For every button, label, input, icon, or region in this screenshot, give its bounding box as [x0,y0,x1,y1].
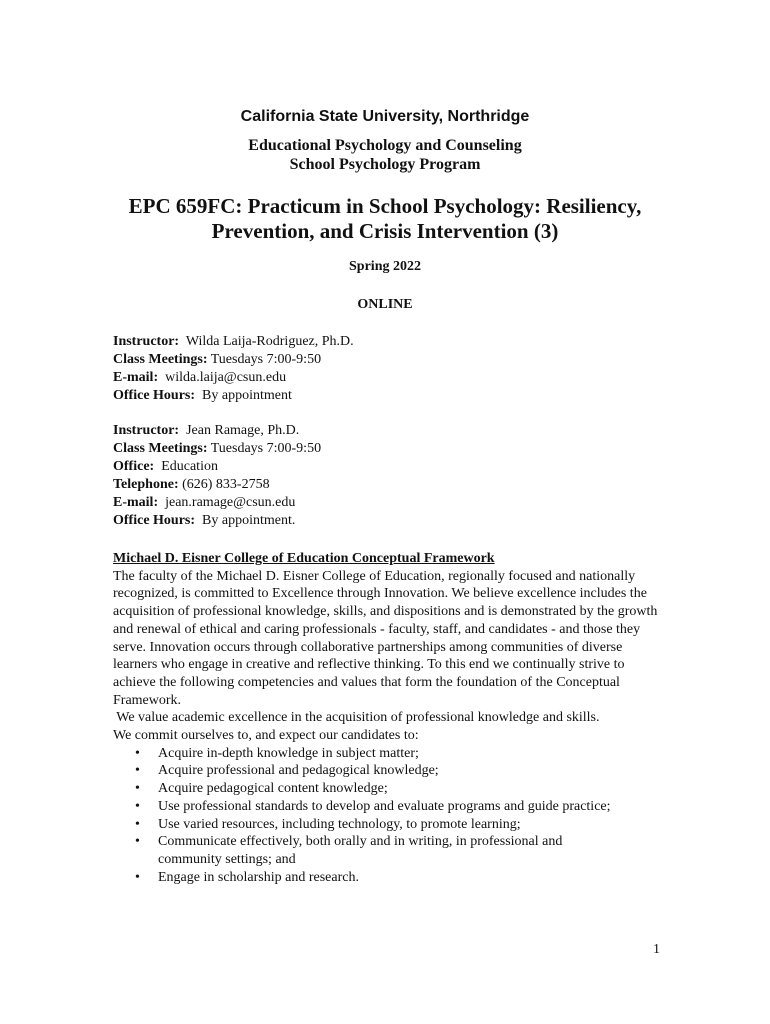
department-name: Educational Psychology and Counseling [248,137,522,154]
telephone-label: Telephone: [113,477,179,492]
instructor-label: Instructor: [113,423,180,438]
office-label: Office: [113,459,155,474]
office-hours-label: Office Hours: [113,513,196,528]
delivery-mode: ONLINE [357,297,413,312]
meetings-label: Class Meetings: [113,441,208,456]
bullet-icon: • [135,745,140,761]
university-name: California State University, Northridge [240,108,530,125]
course-title-line-1: EPC 659FC: Practicum in School Psychology: Resiliency, [128,194,642,218]
bullet-icon: • [135,763,140,779]
telephone-value: (626) 833-2758 [182,477,270,492]
instructor-2-office-row [113,458,673,476]
conceptual-framework-section [113,550,658,886]
instructor-2-meetings-row [113,440,673,458]
list-item: • Engage in scholarship and research. [135,869,359,885]
commitment-line: We commit ourselves to, and expect our candidates to: [113,728,419,744]
office-hours-value: By appointment [202,388,292,403]
instructor-2-email-row [113,494,673,512]
instructor-2-info [113,422,673,530]
instructor-2-phone-row [113,476,673,494]
meetings-label: Class Meetings: [113,352,208,367]
bullet-icon: • [135,781,140,797]
email-label: E-mail: [113,370,159,385]
bullet-icon: • [135,869,140,885]
list-item: • Acquire pedagogical content knowledge; [135,781,388,797]
bullet-icon: • [135,816,140,832]
competency-list [113,745,658,887]
values-line: We value academic excellence in the acquisition of professional knowledge and skills. [113,710,600,726]
email-link[interactable]: wilda.laija@csun.edu [165,370,287,385]
instructor-name: Jean Ramage, Ph.D. [186,423,300,438]
course-title-line-2: Prevention, and Crisis Intervention (3) [211,219,559,243]
instructor-1-info [113,333,673,405]
instructor-2-name-row [113,422,673,440]
framework-paragraph: The faculty of the Michael D. Eisner College of Education, regionally focused and nationally recognized, is committed to Excellence through Innovation. We believe excellence includes the acquisition of professional knowledge, skills, and dispositions and is demonstrated by the growth and renewal of ethical and caring professionals - faculty, staff, and candidates - and those they serve. Innovation occurs through collaborative partnerships among communities of diverse learners who engage in creative and reflective thinking. To this end we continually strive to achieve the following competencies and values that form the foundation of the Conceptual Framework. [113,568,658,708]
page-number: 1 [653,942,660,957]
section-heading: Michael D. Eisner College of Education Conceptual Framework [113,551,495,566]
office-value: Education [161,459,218,474]
list-item: • Communicate effectively, both orally and in writing, in professional and community settings; and [135,834,563,867]
meetings-value: Tuesdays 7:00-9:50 [210,441,322,456]
department-block [0,136,770,174]
term: Spring 2022 [349,259,421,274]
office-hours-value: By appointment. [202,513,296,528]
list-item: • Acquire in-depth knowledge in subject matter; [135,745,419,761]
list-item: • Use varied resources, including technology, to promote learning; [135,816,521,832]
list-item: • Use professional standards to develop and evaluate programs and guide practice; [135,798,611,814]
instructor-1-email-row [113,369,673,387]
instructor-2-hours-row [113,512,673,530]
meetings-value: Tuesdays 7:00-9:50 [210,352,322,367]
office-hours-label: Office Hours: [113,388,196,403]
list-item: • Acquire professional and pedagogical knowledge; [135,763,439,779]
instructor-label: Instructor: [113,334,180,349]
course-title [0,194,770,244]
instructor-name: Wilda Laija-Rodriguez, Ph.D. [185,334,354,349]
instructor-1-hours-row [113,387,673,405]
email-label: E-mail: [113,495,159,510]
bullet-icon: • [135,798,140,814]
instructor-1-meetings-row [113,351,673,369]
program-name: School Psychology Program [289,156,481,173]
email-link[interactable]: jean.ramage@csun.edu [165,495,296,510]
instructor-1-name-row [113,333,673,351]
bullet-icon: • [135,834,140,850]
